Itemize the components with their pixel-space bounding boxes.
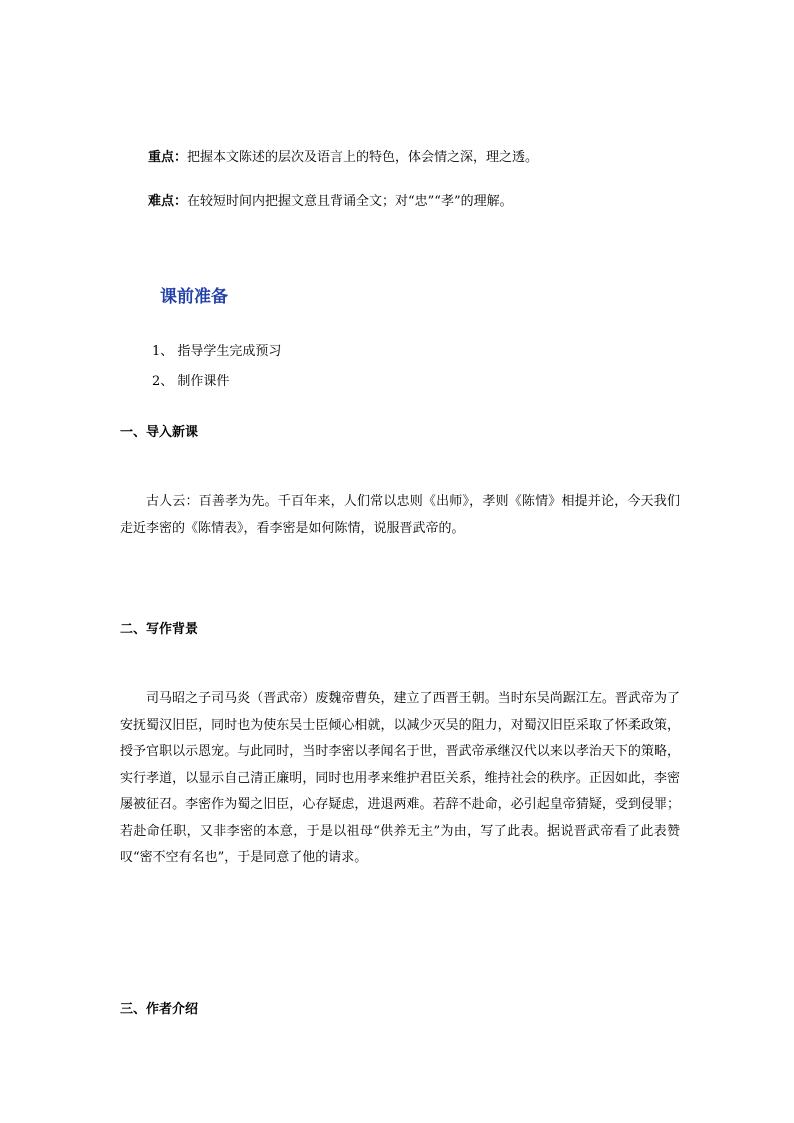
prep-heading: 课前准备 bbox=[160, 287, 228, 307]
difficulties-text: 在较短时间内把握文意且背诵全文；对“忠”“孝”的理解。 bbox=[187, 194, 513, 209]
section2-paragraph: 司马昭之子司马炎（晋武帝）废魏帝曹奂，建立了西晋王朝。当时东吴尚踞江左。晋武帝为了安抚蜀汉旧臣，同时也为使东吴士臣倾心相就，以减少灭吴的阻力，对蜀汉旧臣采取了怀柔政策，授予官职以示恩宠。与此同时，当时李密以孝闻名于世，晋武帝承继汉代以来以孝治天下的策略，实行孝道，以显示自己清正廉明，同时也用孝来维护君臣关系，维持社会的秩序。正因如此，李密屡被征召。李密作为蜀之旧臣，心存疑虑，进退两难。若辞不赴命，必引起皇帝猜疑，受到侵罪；若赴命任职，又非李密的本意，于是以祖母“供养无主”为由，写了此表。据说晋武帝看了此表赞叹“密不空有名也”，于是同意了他的请求。 bbox=[120, 691, 680, 865]
key-points-line bbox=[148, 148, 538, 168]
section1-heading: 一、导入新课 bbox=[120, 425, 199, 440]
section3-heading: 三、作者介绍 bbox=[120, 1002, 199, 1017]
prep-item: 2、 制作课件 bbox=[152, 374, 230, 389]
key-points-text: 把握本文陈述的层次及语言上的特色，体会情之深，理之透。 bbox=[187, 150, 539, 165]
section1-paragraph: 古人云：百善孝为先。千百年来，人们常以忠则《出师》，孝则《陈情》相提并论，今天我们走近李密的《陈情表》，看李密是如何陈情，说服晋武帝的。 bbox=[120, 494, 680, 536]
prep-item: 1、 指导学生完成预习 bbox=[152, 344, 282, 359]
section2-heading: 二、写作背景 bbox=[120, 622, 199, 637]
key-points-label: 重点： bbox=[148, 150, 188, 165]
difficulties-line bbox=[148, 192, 513, 212]
difficulties-label: 难点： bbox=[148, 194, 188, 209]
